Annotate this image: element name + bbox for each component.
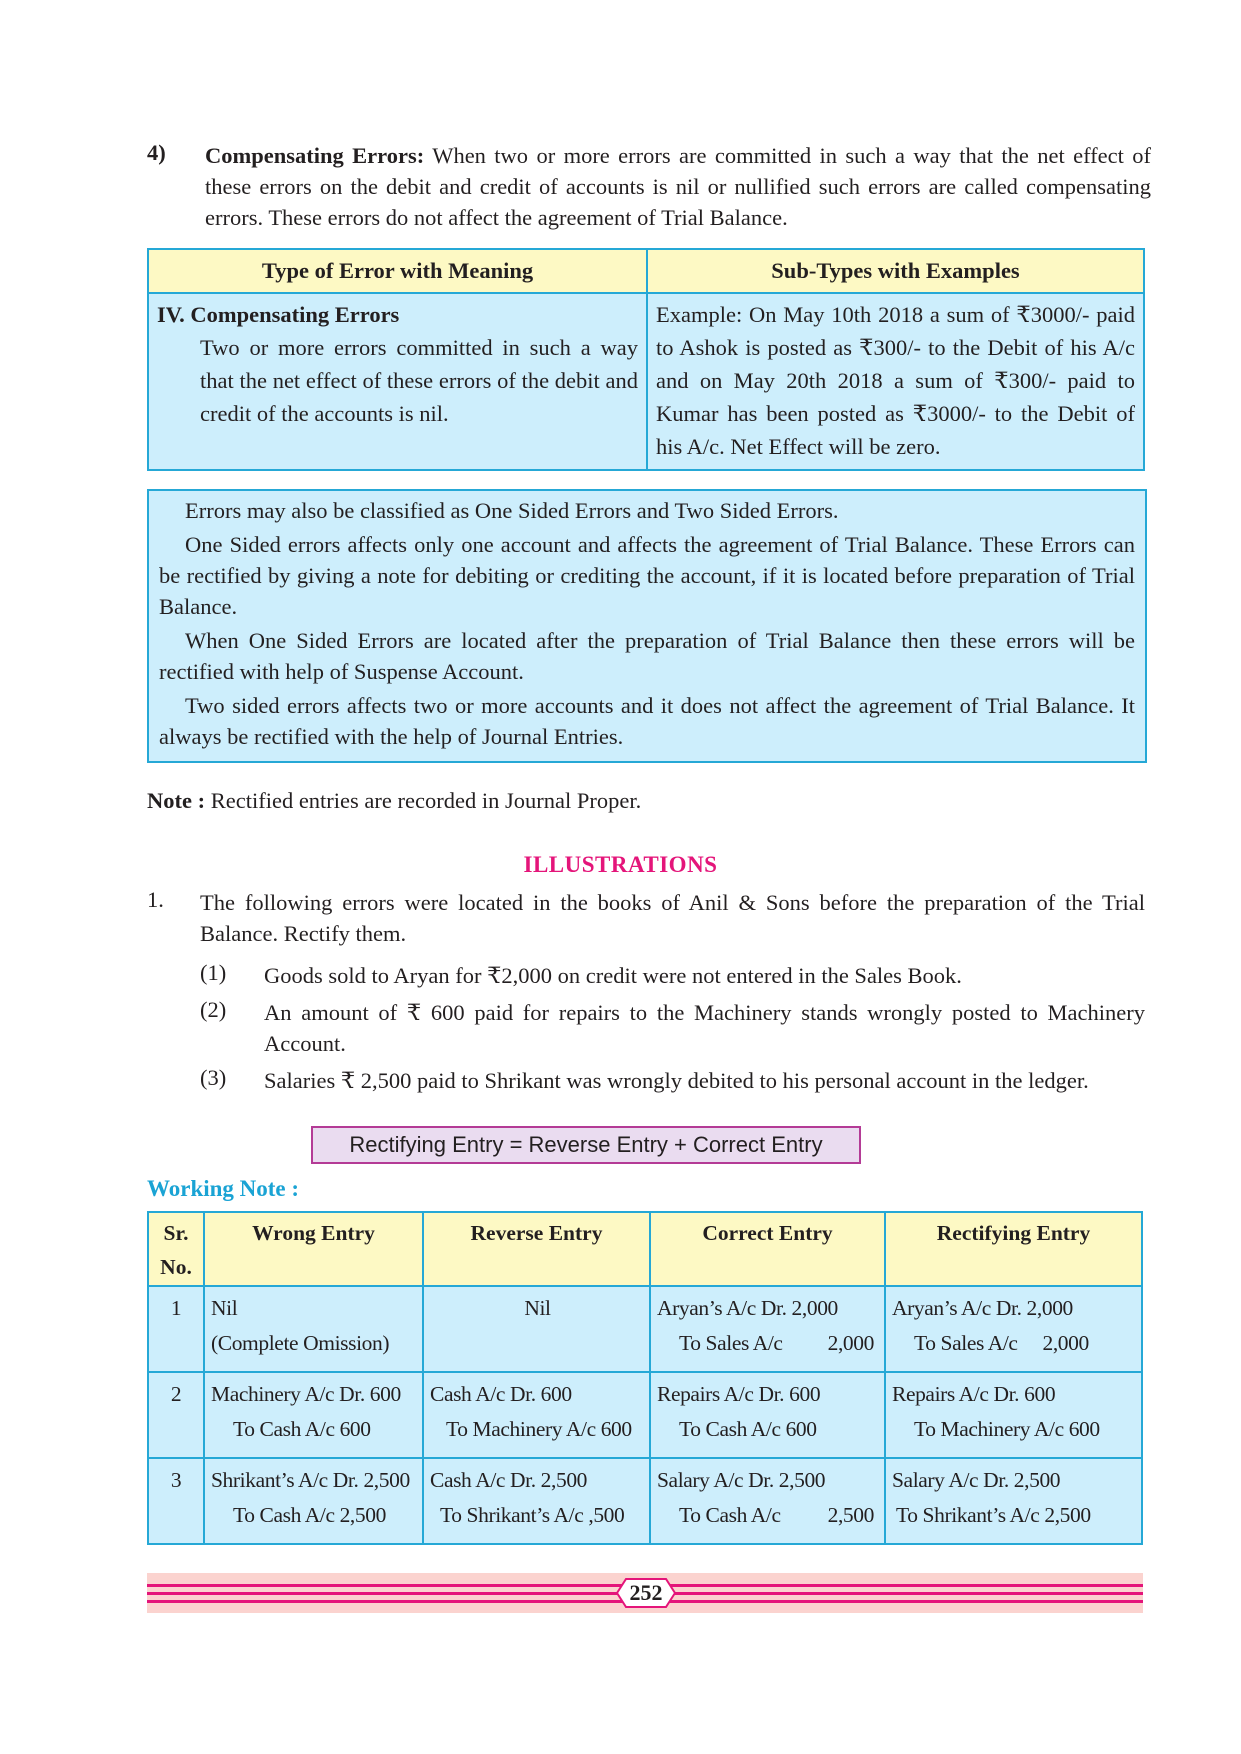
reverse-entry-cell bbox=[423, 1458, 650, 1544]
item-text: Salaries ₹ 2,500 paid to Shrikant was wrongly debited to his personal account in the ledger. bbox=[264, 1068, 1089, 1093]
error-type-title: IV. Compensating Errors bbox=[157, 302, 400, 327]
header-sr-line: Sr. bbox=[163, 1221, 189, 1245]
entry-amount: 2,000 bbox=[1042, 1331, 1089, 1355]
entry-line bbox=[657, 1498, 880, 1533]
entry-account: To Sales A/c bbox=[914, 1331, 1018, 1355]
entry-line: Repairs A/c Dr. 600 bbox=[657, 1382, 821, 1406]
note-label: Note : bbox=[147, 788, 206, 813]
table-row bbox=[148, 293, 1144, 470]
correct-entry-cell bbox=[650, 1286, 885, 1372]
item-number: (3) bbox=[200, 1065, 227, 1090]
item-text: Goods sold to Aryan for ₹2,000 on credit were not entered in the Sales Book. bbox=[264, 963, 962, 988]
info-paragraph: Errors may also be classified as One Sided Errors and Two Sided Errors. bbox=[185, 498, 839, 523]
entry-line: Salary A/c Dr. 2,500 bbox=[657, 1468, 826, 1492]
entry-line: To Shrikant’s A/c ,500 bbox=[440, 1503, 625, 1527]
entry-line: (Complete Omission) bbox=[211, 1331, 390, 1355]
entry-line: To Cash A/c 2,500 bbox=[233, 1503, 386, 1527]
header-type-of-error: Type of Error with Meaning bbox=[148, 249, 647, 293]
header-correct-entry: Correct Entry bbox=[650, 1212, 885, 1286]
wrong-entry-cell bbox=[204, 1286, 423, 1372]
entry-line: To Cash A/c 600 bbox=[679, 1417, 817, 1441]
header-reverse-entry: Reverse Entry bbox=[423, 1212, 650, 1286]
page-number: 252 bbox=[629, 1580, 663, 1605]
error-type-meaning: Two or more errors committed in such a way that the net effect of these errors of the debit and credit of the accounts is nil. bbox=[200, 335, 638, 426]
rectifying-entry-cell bbox=[885, 1458, 1142, 1544]
sr-cell: 3 bbox=[148, 1458, 204, 1544]
entry-line bbox=[892, 1326, 1137, 1361]
note-text: Rectified entries are recorded in Journal Proper. bbox=[210, 788, 642, 813]
rectifying-entry-cell bbox=[885, 1286, 1142, 1372]
sr-cell: 2 bbox=[148, 1372, 204, 1458]
table-row bbox=[148, 1372, 1142, 1458]
illustrations-heading: ILLUSTRATIONS bbox=[523, 852, 718, 877]
reverse-entry-cell bbox=[423, 1286, 650, 1372]
error-type-cell bbox=[148, 293, 647, 470]
item-number: (1) bbox=[200, 960, 227, 985]
entry-line: Cash A/c Dr. 2,500 bbox=[430, 1468, 588, 1492]
working-note-heading: Working Note : bbox=[147, 1176, 300, 1201]
entry-line: To Shrikant’s A/c 2,500 bbox=[896, 1503, 1091, 1527]
entry-line bbox=[657, 1326, 880, 1361]
section-heading: Compensating Errors: bbox=[205, 143, 425, 168]
info-paragraph: When One Sided Errors are located after the preparation of Trial Balance then these errors will be rectified with help of Suspense Account. bbox=[159, 628, 1135, 684]
wrong-entry-cell bbox=[204, 1458, 423, 1544]
entry-line: Nil bbox=[524, 1296, 551, 1320]
table-header-row bbox=[148, 249, 1144, 293]
section-number: 4) bbox=[147, 140, 166, 165]
header-sub-types: Sub-Types with Examples bbox=[647, 249, 1144, 293]
section-text: When two or more errors are committed in such a way that the net effect of these errors on the debit and credit of accounts is nil or nullified such errors are called compensating errors. These errors do not affect the agreement of Trial Balance. bbox=[205, 143, 1152, 230]
entry-line: Cash A/c Dr. 600 bbox=[430, 1382, 572, 1406]
entry-amount: 2,500 bbox=[827, 1503, 874, 1527]
correct-entry-cell bbox=[650, 1372, 885, 1458]
rectifying-entry-cell bbox=[885, 1372, 1142, 1458]
note-line bbox=[147, 788, 641, 814]
header-wrong-entry: Wrong Entry bbox=[204, 1212, 423, 1286]
entry-line: Nil bbox=[211, 1296, 238, 1320]
table-row bbox=[148, 1458, 1142, 1544]
table-row bbox=[148, 1286, 1142, 1372]
info-paragraph: One Sided errors affects only one account and affects the agreement of Trial Balance. These Errors can be rectified by giving a note for debiting or crediting the account, if it is located before preparation of Trial Balance. bbox=[159, 532, 1135, 619]
reverse-entry-cell bbox=[423, 1372, 650, 1458]
working-note-table bbox=[147, 1211, 1143, 1545]
info-paragraph: Two sided errors affects two or more accounts and it does not affect the agreement of Trial Balance. It always be rectified with the help of Journal Entries. bbox=[159, 693, 1135, 749]
entry-line: Repairs A/c Dr. 600 bbox=[892, 1382, 1056, 1406]
entry-line: Aryan’s A/c Dr. 2,000 bbox=[892, 1296, 1073, 1320]
question-number: 1. bbox=[147, 887, 164, 912]
entry-line: To Machinery A/c 600 bbox=[446, 1417, 632, 1441]
entry-amount: 2,000 bbox=[827, 1331, 874, 1355]
rectifying-entry-formula: Rectifying Entry = Reverse Entry + Correct Entry bbox=[311, 1126, 861, 1164]
header-rectifying-entry: Rectifying Entry bbox=[885, 1212, 1142, 1286]
example-cell: Example: On May 10th 2018 a sum of ₹3000/- paid to Ashok is posted as ₹300/- to the Debit of his A/c and on May 20th 2018 a sum of ₹300/- paid to Kumar has been posted as ₹3000/- to the Debit of his A/c. Net Effect will be zero. bbox=[647, 293, 1144, 470]
entry-line: To Cash A/c 600 bbox=[233, 1417, 371, 1441]
header-sr-no bbox=[148, 1212, 204, 1286]
wrong-entry-cell bbox=[204, 1372, 423, 1458]
item-number: (2) bbox=[200, 997, 227, 1022]
entry-line: Shrikant’s A/c Dr. 2,500 bbox=[211, 1468, 410, 1492]
entry-line: Machinery A/c Dr. 600 bbox=[211, 1382, 401, 1406]
entry-account: To Cash A/c bbox=[679, 1503, 781, 1527]
error-type-table bbox=[147, 248, 1145, 471]
entry-line: To Machinery A/c 600 bbox=[914, 1417, 1100, 1441]
table-header-row bbox=[148, 1212, 1142, 1286]
entry-line: Aryan’s A/c Dr. 2,000 bbox=[657, 1296, 838, 1320]
header-no-line: No. bbox=[160, 1255, 192, 1279]
correct-entry-cell bbox=[650, 1458, 885, 1544]
item-text: An amount of ₹ 600 paid for repairs to the Machinery stands wrongly posted to Machinery Account. bbox=[264, 1000, 1145, 1056]
entry-account: To Sales A/c bbox=[679, 1331, 783, 1355]
section-paragraph bbox=[205, 140, 1151, 233]
question-text: The following errors were located in the books of Anil & Sons before the preparation of the Trial Balance. Rectify them. bbox=[200, 890, 1145, 946]
sr-cell: 1 bbox=[148, 1286, 204, 1372]
classification-info-box bbox=[147, 489, 1147, 763]
entry-line: Salary A/c Dr. 2,500 bbox=[892, 1468, 1061, 1492]
